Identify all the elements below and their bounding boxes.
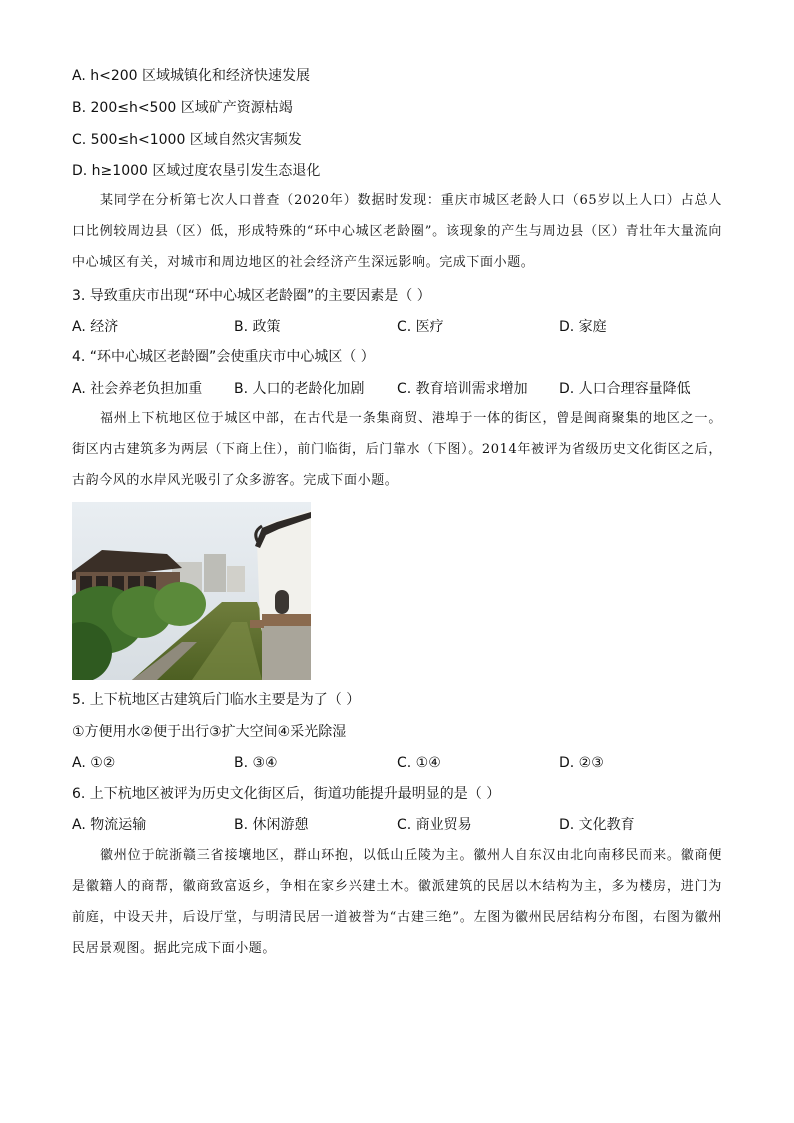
canal-street-photo bbox=[72, 502, 311, 680]
q2-option-c: C. 500≤h<1000 区域自然灾害频发 bbox=[72, 132, 302, 148]
q5-option-a: A. ①② bbox=[72, 755, 116, 771]
q5-option-c: C. ①④ bbox=[397, 755, 441, 771]
q4-options bbox=[72, 379, 722, 399]
q5-statements: ①方便用水②便于出行③扩大空间④采光除湿 bbox=[72, 724, 347, 740]
q6-option-d: D. 文化教育 bbox=[559, 817, 635, 833]
passage-huizhou: 徽州位于皖浙赣三省接壤地区，群山环抱，以低山丘陵为主。徽州人自东汉由北向南移民而来。徽商便是徽籍人的商帮，徽商致富返乡，争相在家乡兴建土木。徽派建筑的民居以木结构为主，多为楼房，进门为前庭，中设天井，后设厅堂，与明清民居一道被誉为“古建三绝”。左图为徽州民居结构分布图，右图为徽州民居景观图。据此完成下面小题。 bbox=[72, 848, 722, 956]
q6-options bbox=[72, 815, 722, 835]
q3-option-a: A. 经济 bbox=[72, 319, 119, 335]
q6-option-a: A. 物流运输 bbox=[72, 817, 147, 833]
q6-stem: 6. 上下杭地区被评为历史文化街区后，街道功能提升最明显的是（ ） bbox=[72, 786, 501, 802]
q4-option-d: D. 人口合理容量降低 bbox=[559, 381, 691, 397]
q5-options bbox=[72, 753, 722, 773]
q3-options bbox=[72, 317, 722, 337]
q5-option-b: B. ③④ bbox=[234, 755, 278, 771]
q4-option-a: A. 社会养老负担加重 bbox=[72, 381, 203, 397]
canal-street-illustration bbox=[72, 502, 311, 680]
q6-option-b: B. 休闲游憩 bbox=[234, 817, 309, 833]
q5-option-d: D. ②③ bbox=[559, 755, 604, 771]
q3-option-c: C. 医疗 bbox=[397, 319, 444, 335]
q6-option-c: C. 商业贸易 bbox=[397, 817, 472, 833]
q3-option-d: D. 家庭 bbox=[559, 319, 607, 335]
passage-chongqing: 某同学在分析第七次人口普查（2020年）数据时发现：重庆市城区老龄人口（65岁以上人口）占总人口比例较周边县（区）低，形成特殊的“环中心城区老龄圈”。该现象的产生与周边县（区）青壮年大量流向中心城区有关，对城市和周边地区的社会经济产生深远影响。完成下面小题。 bbox=[72, 193, 722, 270]
q5-stem: 5. 上下杭地区古建筑后门临水主要是为了（ ） bbox=[72, 692, 361, 708]
q2-option-b: B. 200≤h<500 区域矿产资源枯竭 bbox=[72, 100, 293, 116]
q3-option-b: B. 政策 bbox=[234, 319, 281, 335]
passage-fuzhou: 福州上下杭地区位于城区中部，在古代是一条集商贸、港埠于一体的街区，曾是闽商聚集的地区之一。街区内古建筑多为两层（下商上住），前门临街，后门靠水（下图）。2014年被评为省级历史文化街区之后，古韵今风的水岸风光吸引了众多游客。完成下面小题。 bbox=[72, 411, 722, 488]
q3-stem: 3. 导致重庆市出现“环中心城区老龄圈”的主要因素是（ ） bbox=[72, 288, 431, 304]
q4-option-c: C. 教育培训需求增加 bbox=[397, 381, 528, 397]
q2-option-d: D. h≥1000 区域过度农垦引发生态退化 bbox=[72, 163, 321, 179]
q4-stem: 4. “环中心城区老龄圈”会使重庆市中心城区（ ） bbox=[72, 349, 375, 365]
q4-option-b: B. 人口的老龄化加剧 bbox=[234, 381, 365, 397]
q2-option-a: A. h<200 区域城镇化和经济快速发展 bbox=[72, 68, 311, 84]
